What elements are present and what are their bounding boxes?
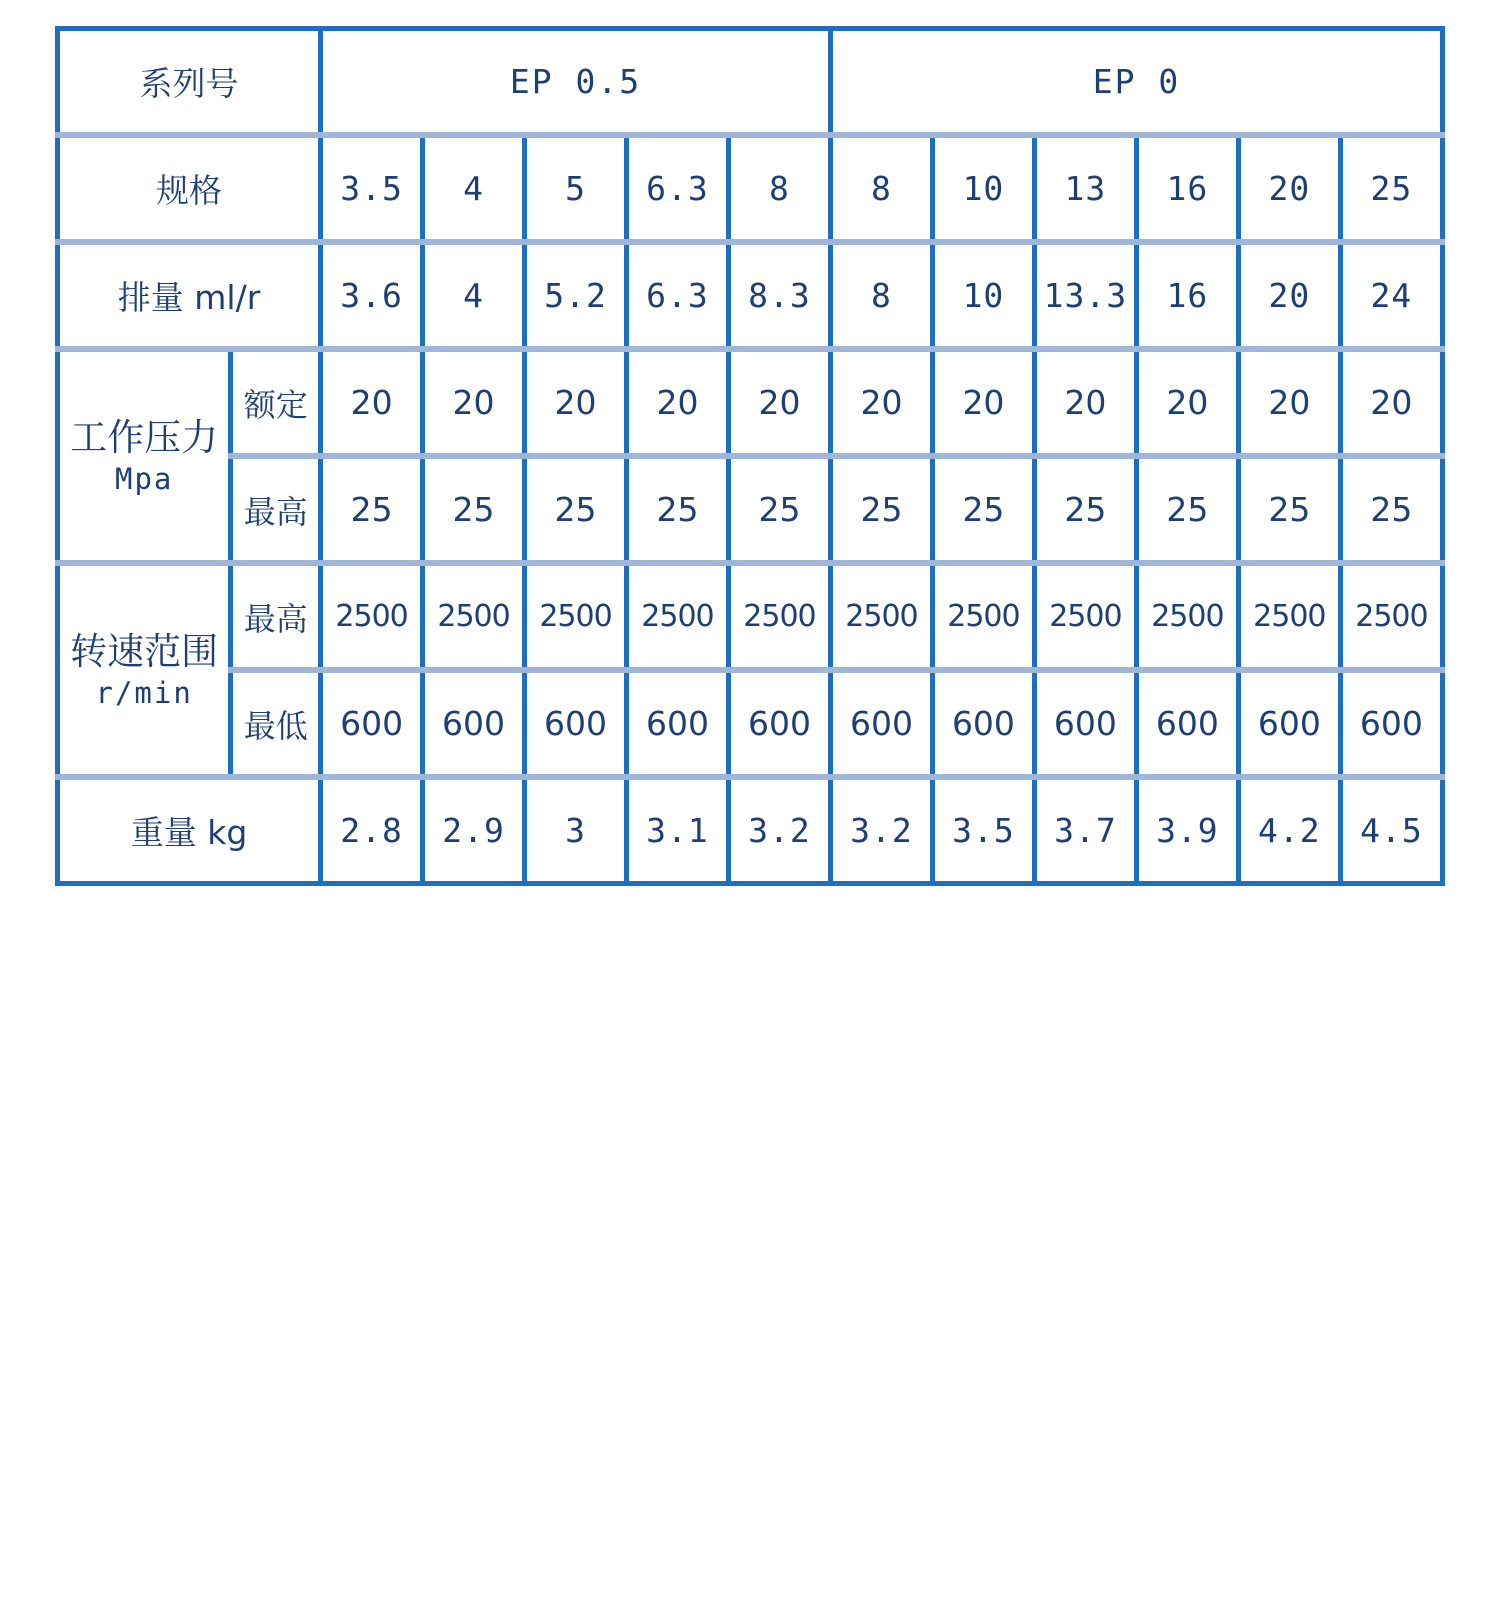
cell: 25 bbox=[525, 456, 627, 563]
cell: 3.2 bbox=[728, 777, 830, 884]
cell: 2500 bbox=[1238, 563, 1340, 670]
pressure-rated-row bbox=[58, 349, 1443, 456]
cell: 2500 bbox=[1136, 563, 1238, 670]
cell: 8.3 bbox=[728, 242, 830, 349]
cell: 5.2 bbox=[525, 242, 627, 349]
pressure-label: 工作压力 bbox=[70, 415, 219, 459]
cell: 2500 bbox=[627, 563, 729, 670]
cell: 600 bbox=[423, 670, 525, 777]
cell: 20 bbox=[1136, 349, 1238, 456]
cell: 3.9 bbox=[1136, 777, 1238, 884]
cell: 20 bbox=[627, 349, 729, 456]
cell: 600 bbox=[1034, 670, 1136, 777]
cell: 25 bbox=[1340, 135, 1442, 242]
cell: 8 bbox=[830, 242, 932, 349]
displacement-row bbox=[58, 242, 1443, 349]
speed-min-row bbox=[58, 670, 1443, 777]
cell: 20 bbox=[525, 349, 627, 456]
cell: 600 bbox=[1136, 670, 1238, 777]
cell: 25 bbox=[321, 456, 423, 563]
sublabel-rated: 额定 bbox=[231, 349, 321, 456]
cell: 25 bbox=[728, 456, 830, 563]
cell: 24 bbox=[1340, 242, 1442, 349]
cell: 3.2 bbox=[830, 777, 932, 884]
cell: 2500 bbox=[321, 563, 423, 670]
cell: 2500 bbox=[525, 563, 627, 670]
cell: 600 bbox=[525, 670, 627, 777]
cell: 8 bbox=[728, 135, 830, 242]
cell: 20 bbox=[728, 349, 830, 456]
cell: 3.5 bbox=[321, 135, 423, 242]
cell: 3.6 bbox=[321, 242, 423, 349]
cell: 600 bbox=[830, 670, 932, 777]
sublabel-max-speed: 最高 bbox=[231, 563, 321, 670]
cell: 25 bbox=[1136, 456, 1238, 563]
row-label-speed bbox=[58, 563, 231, 777]
sublabel-min-speed: 最低 bbox=[231, 670, 321, 777]
row-label-weight: 重量 kg bbox=[58, 777, 321, 884]
cell: 20 bbox=[932, 349, 1034, 456]
cell: 25 bbox=[627, 456, 729, 563]
speed-unit: r/min bbox=[95, 676, 193, 710]
cell: 20 bbox=[1340, 349, 1442, 456]
sublabel-max-pressure: 最高 bbox=[231, 456, 321, 563]
series-row bbox=[58, 29, 1443, 136]
cell: 20 bbox=[1238, 242, 1340, 349]
series-ep0-header: EP 0 bbox=[830, 29, 1442, 136]
cell: 3.5 bbox=[932, 777, 1034, 884]
cell: 25 bbox=[1034, 456, 1136, 563]
cell: 20 bbox=[1238, 135, 1340, 242]
row-label-pressure bbox=[58, 349, 231, 563]
spec-table bbox=[55, 26, 1445, 886]
cell: 5 bbox=[525, 135, 627, 242]
cell: 600 bbox=[1340, 670, 1442, 777]
cell: 2.8 bbox=[321, 777, 423, 884]
cell: 25 bbox=[830, 456, 932, 563]
cell: 3.1 bbox=[627, 777, 729, 884]
cell: 2500 bbox=[728, 563, 830, 670]
cell: 25 bbox=[423, 456, 525, 563]
cell: 20 bbox=[1238, 349, 1340, 456]
cell: 13.3 bbox=[1034, 242, 1136, 349]
cell: 20 bbox=[830, 349, 932, 456]
speed-max-row bbox=[58, 563, 1443, 670]
cell: 2500 bbox=[1034, 563, 1136, 670]
cell: 2.9 bbox=[423, 777, 525, 884]
cell: 25 bbox=[1238, 456, 1340, 563]
pressure-max-row bbox=[58, 456, 1443, 563]
cell: 3.7 bbox=[1034, 777, 1136, 884]
cell: 600 bbox=[932, 670, 1034, 777]
cell: 2500 bbox=[423, 563, 525, 670]
cell: 2500 bbox=[932, 563, 1034, 670]
cell: 20 bbox=[1034, 349, 1136, 456]
cell: 16 bbox=[1136, 135, 1238, 242]
row-label-spec: 规格 bbox=[58, 135, 321, 242]
cell: 600 bbox=[627, 670, 729, 777]
cell: 20 bbox=[423, 349, 525, 456]
cell: 10 bbox=[932, 242, 1034, 349]
spec-row bbox=[58, 135, 1443, 242]
cell: 4.5 bbox=[1340, 777, 1442, 884]
weight-row bbox=[58, 777, 1443, 884]
series-ep05-header: EP 0.5 bbox=[321, 29, 831, 136]
cell: 20 bbox=[321, 349, 423, 456]
cell: 4.2 bbox=[1238, 777, 1340, 884]
cell: 25 bbox=[1340, 456, 1442, 563]
cell: 2500 bbox=[830, 563, 932, 670]
cell: 16 bbox=[1136, 242, 1238, 349]
cell: 600 bbox=[321, 670, 423, 777]
cell: 4 bbox=[423, 135, 525, 242]
cell: 600 bbox=[728, 670, 830, 777]
cell: 4 bbox=[423, 242, 525, 349]
cell: 8 bbox=[830, 135, 932, 242]
cell: 2500 bbox=[1340, 563, 1442, 670]
cell: 3 bbox=[525, 777, 627, 884]
cell: 6.3 bbox=[627, 135, 729, 242]
cell: 13 bbox=[1034, 135, 1136, 242]
cell: 10 bbox=[932, 135, 1034, 242]
speed-label: 转速范围 bbox=[70, 629, 219, 673]
pressure-unit: Mpa bbox=[114, 462, 174, 496]
series-header-label: 系列号 bbox=[58, 29, 321, 136]
cell: 6.3 bbox=[627, 242, 729, 349]
cell: 600 bbox=[1238, 670, 1340, 777]
cell: 25 bbox=[932, 456, 1034, 563]
row-label-displacement: 排量 ml/r bbox=[58, 242, 321, 349]
